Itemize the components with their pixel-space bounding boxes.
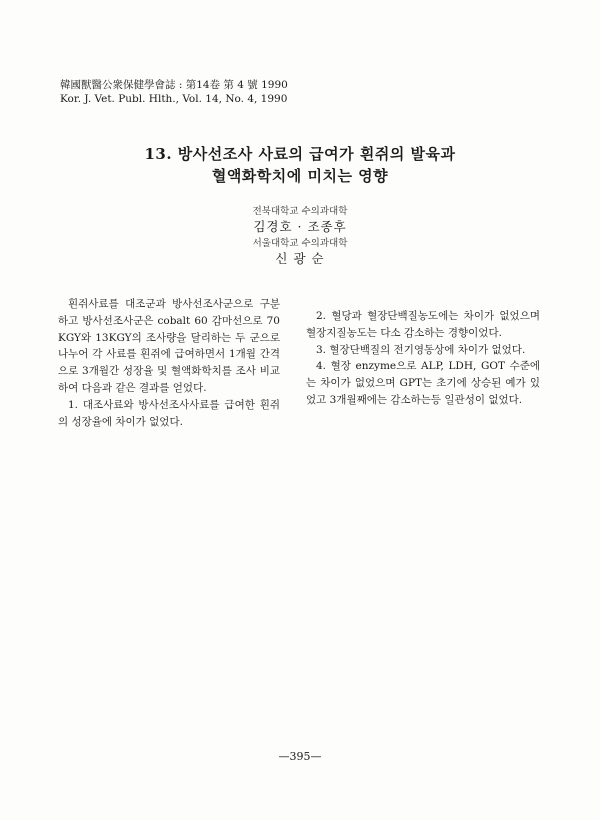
title-line-1: 13. 방사선조사 사료의 급여가 흰쥐의 발육과 <box>144 145 456 163</box>
affiliation-1-authors: 김경호 · 조종후 <box>253 219 347 234</box>
result-item-3: 3. 혈장단백질의 전기영동상에 차이가 없었다. <box>316 343 526 356</box>
right-column <box>306 308 540 409</box>
affiliation-2-authors: 신 광 순 <box>275 251 325 266</box>
abstract-paragraph: 흰쥐사료를 대조군과 방사선조사군으로 구분하고 방사선조사군은 cobalt 60 감마선으로 70 KGY와 13KGY의 조사량을 달리하는 두 군으로 나누어 각 사료를 흰쥐에 급여하면서 1개월 간격으로 3개월간 성장율 및 혈액화학치를 조사 비교하여 다음과 같은 결과를 얻었다. <box>58 298 280 394</box>
result-item-4: 4. 혈장 enzyme으로 ALP, LDH, GOT 수준에는 차이가 없었으며 GPT는 초기에 상승된 예가 있었고 3개월째에는 감소하는등 일관성이 없었다. <box>306 360 540 406</box>
title-line-2: 혈액화학치에 미치는 영향 <box>211 167 389 185</box>
journal-citation-korean: 韓國獸醫公衆保健學會誌 : 第14卷 第 4 號 1990 <box>60 79 288 91</box>
journal-header <box>60 78 288 106</box>
affiliation-1-institution: 전북대학교 수의과대학 <box>252 206 348 217</box>
result-item-1: 1. 대조사료와 방사선조사사료를 급여한 흰쥐의 성장율에 차이가 없었다. <box>58 398 280 428</box>
journal-citation-english: Kor. J. Vet. Publ. Hlth., Vol. 14, No. 4, 1990 <box>60 93 288 105</box>
left-column <box>58 296 280 430</box>
page-number: —395— <box>278 750 322 763</box>
affiliation-2-institution: 서울대학교 수의과대학 <box>252 238 348 249</box>
article-title <box>0 143 600 187</box>
result-item-2: 2. 혈당과 혈장단백질농도에는 차이가 없었으며 혈장지질농도는 다소 감소하는 경향이었다. <box>306 310 540 339</box>
